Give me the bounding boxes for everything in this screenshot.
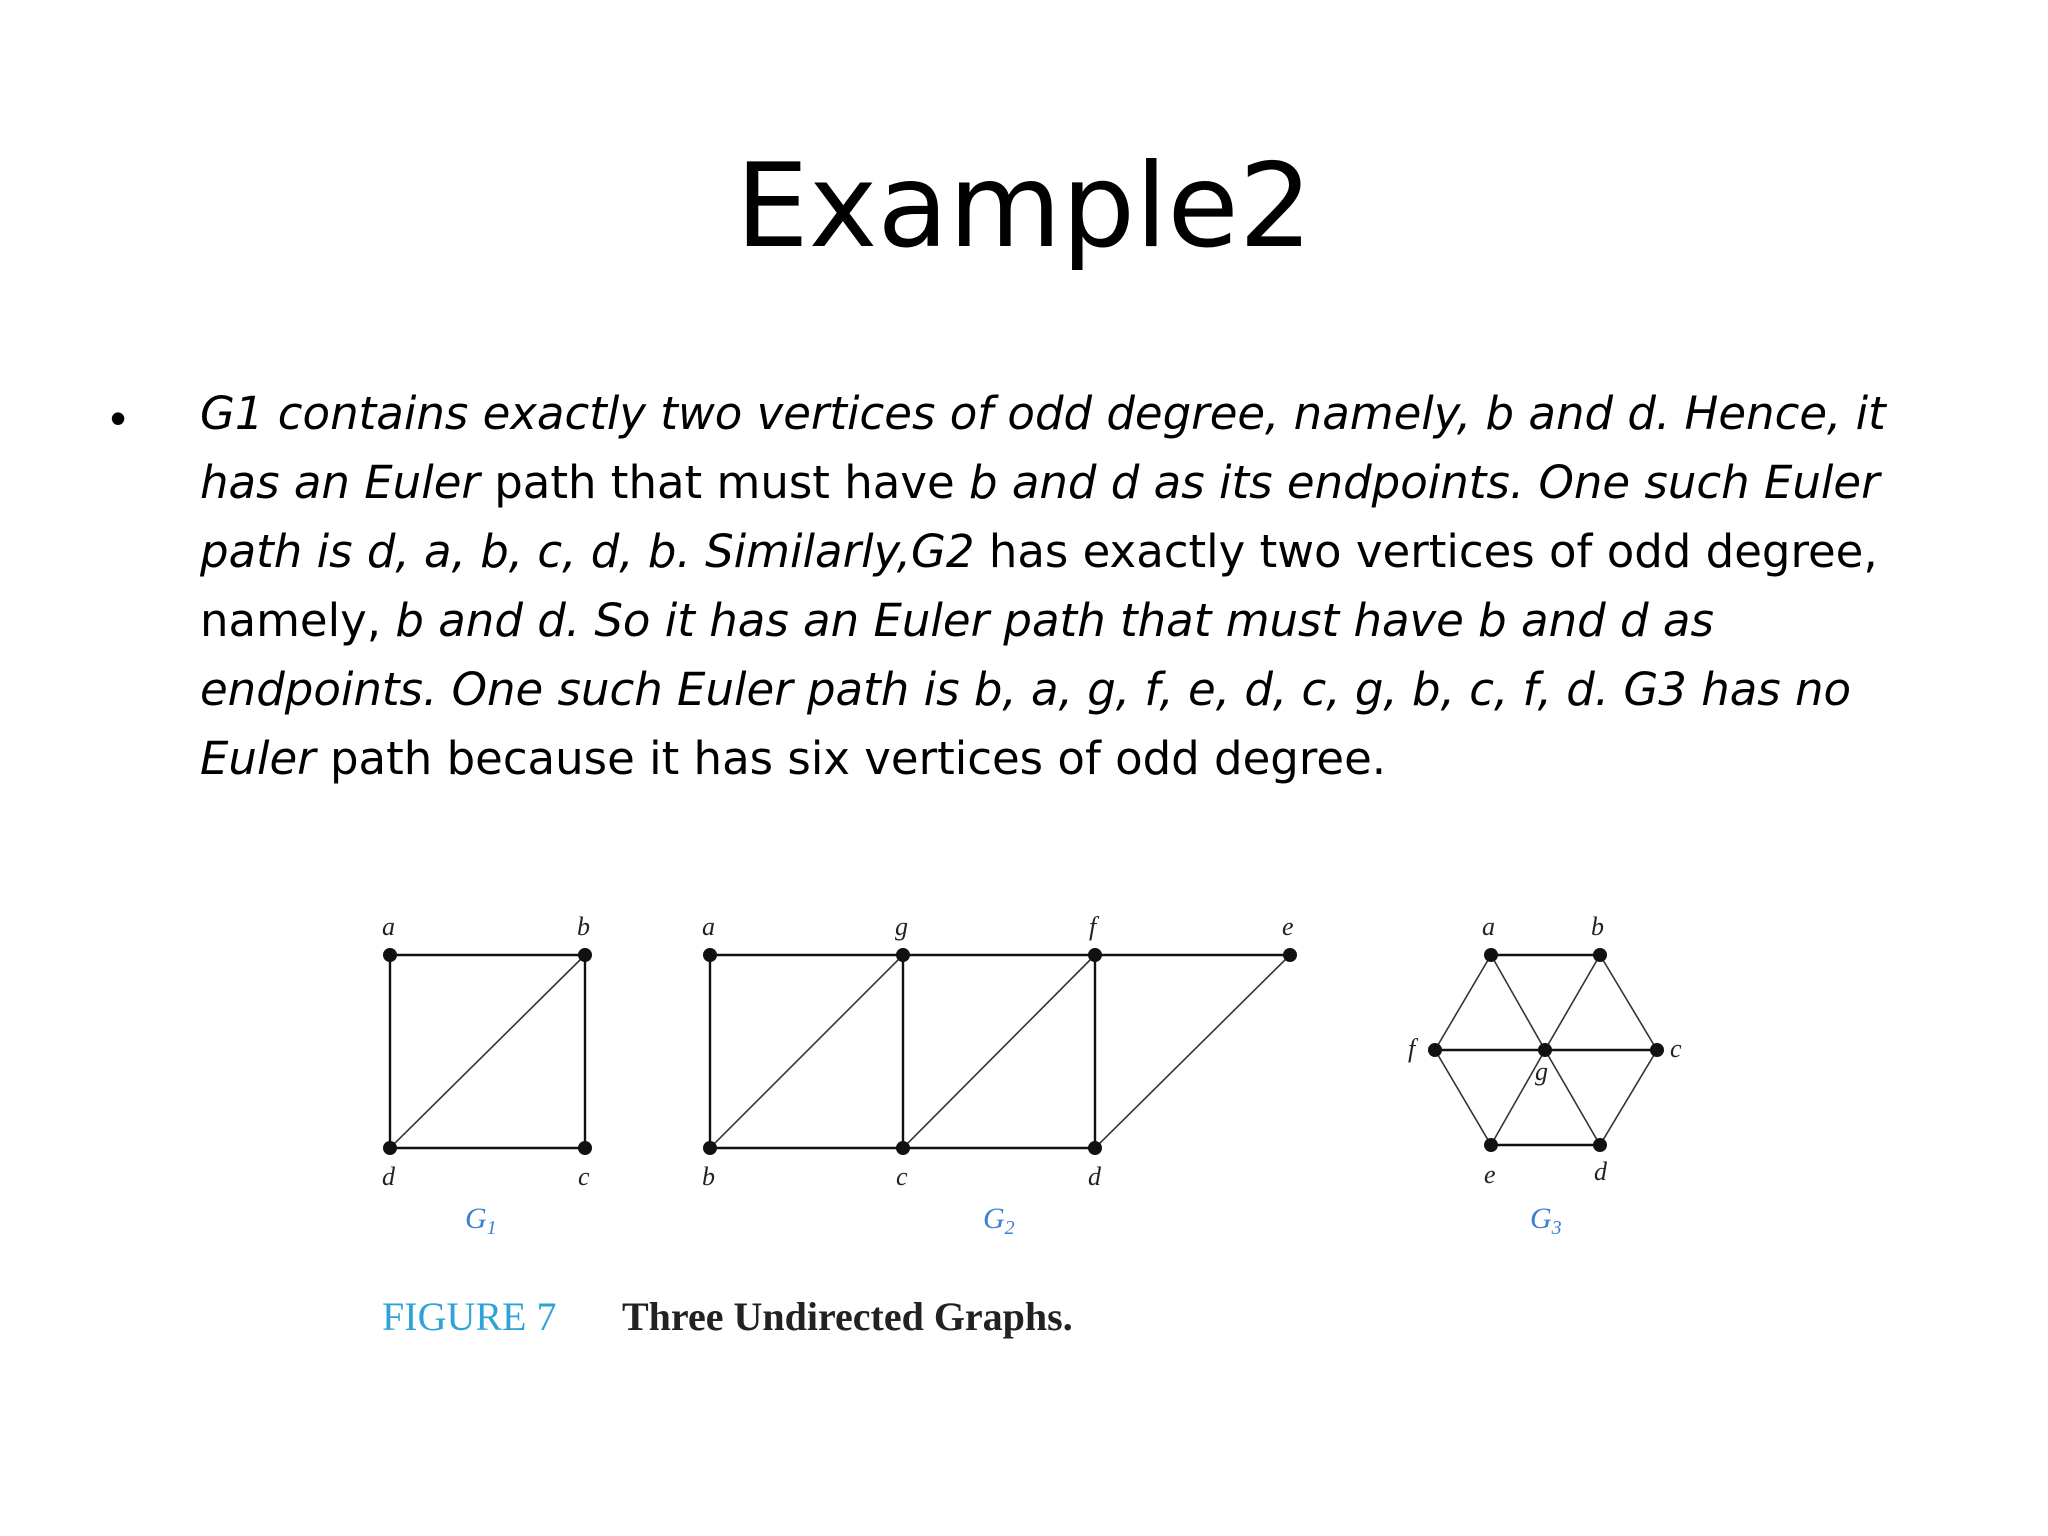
slide-title: Example2 [735,139,1313,274]
edge-c-f [903,955,1095,1148]
figure-caption-number: FIGURE 7 [382,1294,557,1339]
vertex-label-a: a [1482,912,1495,941]
vertex-d [1088,1141,1102,1155]
vertex-label-c: c [578,1162,590,1191]
bullet-paragraph [200,379,1960,793]
vertex-g [896,948,910,962]
graph-subscript: 2 [1004,1217,1015,1239]
edge-b-g [710,955,903,1148]
graph-name-label [1530,1202,1562,1239]
vertex-d [1593,1138,1607,1152]
figure-caption-text: Three Undirected Graphs. [622,1294,1073,1339]
vertex-label-d: d [382,1162,395,1191]
bullet-text-run: b and d as its endpoints. One such Euler [968,456,1880,509]
graph-subscript: 3 [1551,1217,1562,1239]
graph-name: G [1530,1202,1552,1235]
vertex-f [1428,1043,1442,1057]
vertex-c [1650,1043,1664,1057]
bullet-line [200,379,1960,448]
vertex-e [1283,948,1297,962]
bullet-text-run: Euler [200,732,316,785]
bullet-text-run: path is d, a, b, c, d, b. Similarly,G2 [200,525,975,578]
bullet-line [200,586,1960,655]
vertex-label-c: c [896,1162,908,1191]
vertex-label-d: d [1088,1162,1101,1191]
bullet-text-run: path because it has six vertices of odd degree. [315,732,1387,785]
graphs-figure-svg [360,900,1700,1360]
graph-g1 [382,912,592,1239]
edge-g-d [1545,1050,1600,1145]
vertex-f [1088,948,1102,962]
vertex-label-d: d [1594,1157,1607,1186]
edge-a-g [1491,955,1545,1050]
vertex-d [383,1141,397,1155]
vertex-c [896,1141,910,1155]
bullet-text-run: G1 contains exactly two vertices of odd degree, namely, b and d. Hence, it [200,387,1886,440]
graph-name: G [983,1202,1005,1235]
graph-name-label [983,1202,1015,1239]
vertex-label-f: f [1089,912,1097,941]
edge-d-e [1095,955,1290,1148]
vertex-e [1484,1138,1498,1152]
figure-three-undirected-graphs [360,900,1700,1360]
graph-g3 [1408,912,1682,1239]
vertex-label-c: c [1670,1034,1682,1063]
vertex-a [1484,948,1498,962]
vertex-b [578,948,592,962]
edge-d-b [390,955,585,1148]
graph-name: G [465,1202,487,1235]
vertex-label-f: f [1408,1034,1416,1063]
bullet-marker: • [110,392,127,444]
vertex-label-e: e [1484,1160,1496,1189]
bullet-text-run: path that must have [479,456,969,509]
vertex-b [703,1141,717,1155]
vertex-label-a: a [702,912,715,941]
edge-e-f [1435,1050,1491,1145]
vertex-label-b: b [702,1162,715,1191]
bullet-text-run: namely, [200,594,396,647]
edge-b-c [1600,955,1657,1050]
bullet-line [200,448,1960,517]
bullet-text-run: b and d. So it has an Euler path that must have b and d as [395,594,1714,647]
bullet-text-run: endpoints. One such Euler path is b, a, g, f, e, d, c, g, b, c, f, d. G3 has no [200,663,1852,716]
bullet-line [200,724,1960,793]
vertex-label-g: g [895,912,908,941]
edge-c-d [1600,1050,1657,1145]
vertex-label-g: g [1535,1057,1548,1086]
vertex-b [1593,948,1607,962]
graph-subscript: 1 [486,1217,497,1239]
bullet-line [200,517,1960,586]
vertex-label-e: e [1282,912,1294,941]
bullet-line [200,655,1960,724]
edge-b-g [1545,955,1600,1050]
bullet-text-run: has exactly two vertices of odd degree, [974,525,1878,578]
vertex-label-a: a [382,912,395,941]
graph-g2 [702,912,1297,1239]
vertex-label-b: b [1591,912,1604,941]
bullet-text-run: has an Euler [200,456,480,509]
vertex-a [383,948,397,962]
vertex-c [578,1141,592,1155]
edge-f-a [1435,955,1491,1050]
vertex-label-b: b [577,912,590,941]
vertex-g [1538,1043,1552,1057]
graph-name-label [465,1202,497,1239]
vertex-a [703,948,717,962]
